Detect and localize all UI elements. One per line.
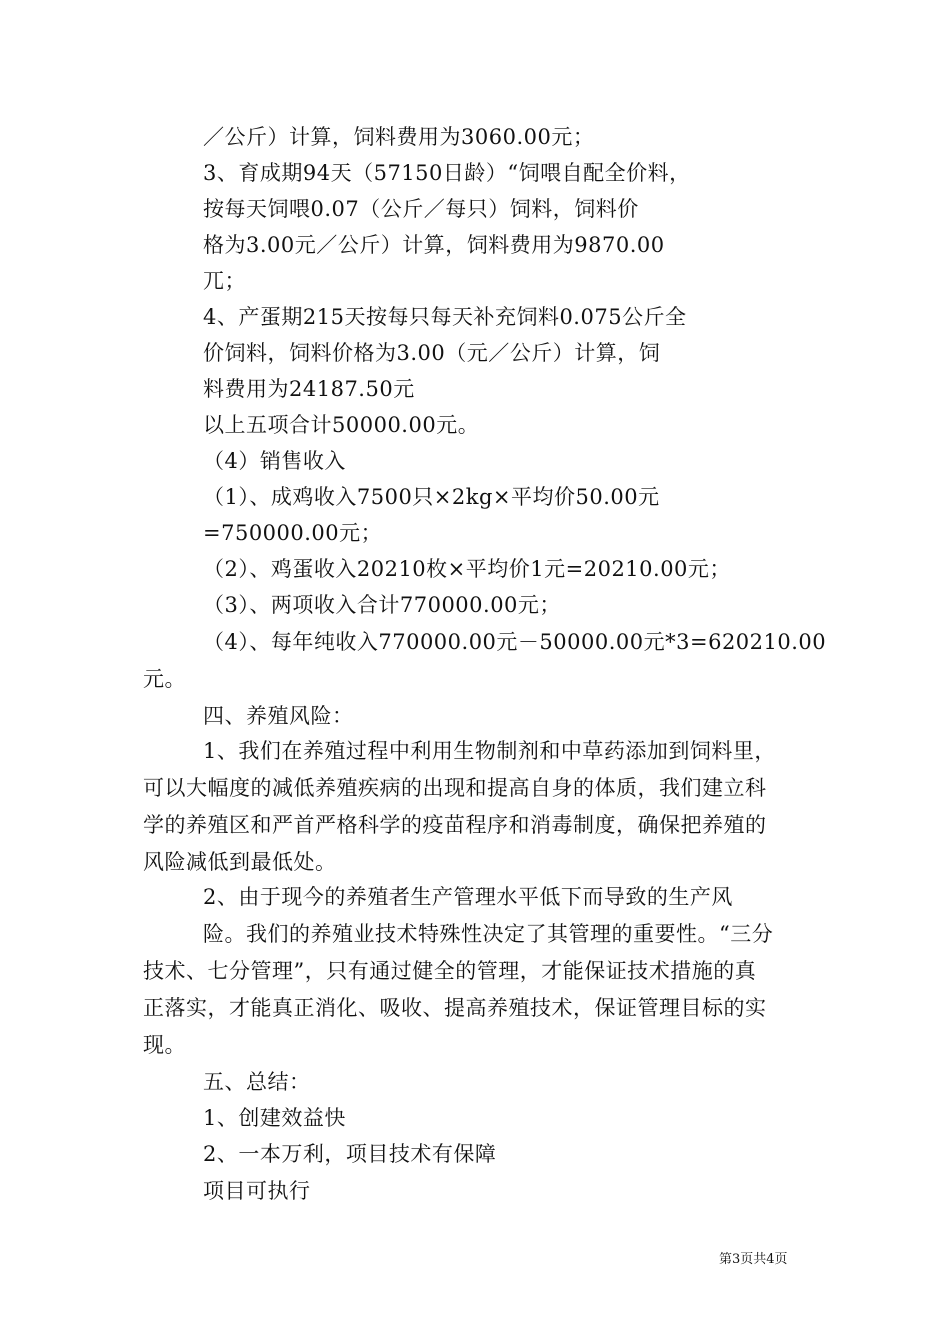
text-line: 技术、七分管理”，只有通过健全的管理，才能保证技术措施的真 — [143, 959, 757, 983]
section-heading: 四、养殖风险： — [203, 704, 354, 728]
text-line: 1、创建效益快 — [203, 1106, 346, 1130]
text-line: 兀； — [203, 269, 246, 293]
section-heading: 五、总结： — [203, 1070, 311, 1094]
text-line: =750000.00元； — [203, 521, 383, 545]
text-line: 按每天饲喂0.07（公斤／每只）饲料，饲料价 — [203, 197, 639, 221]
text-line: （2）、鸡蛋收入20210枚×平均价1元=20210.00元； — [203, 557, 731, 581]
text-line: 风险减低到最低处。 — [143, 850, 337, 874]
text-line: 格为3.00元／公斤）计算，饲料费用为9870.00 — [203, 233, 665, 257]
text-line: 1、我们在养殖过程中利用生物制剂和中草药添加到饲料里， — [203, 739, 776, 763]
text-line: 现。 — [143, 1033, 186, 1057]
text-line: ／公斤）计算，饲料费用为3060.00元； — [203, 125, 595, 149]
text-line: 可以大幅度的减低养殖疾病的出现和提高自身的体质，我们建立科 — [143, 776, 767, 800]
text-line: 以上五项合计50000.00元。 — [203, 413, 480, 437]
text-line: 险。我们的养殖业技术特殊性决定了其管理的重要性。“三分 — [203, 922, 774, 946]
text-line: 学的养殖区和严首严格科学的疫苗程序和消毒制度，确保把养殖的 — [143, 813, 767, 837]
text-line: 2、一本万利，项目技术有保障 — [203, 1142, 497, 1166]
text-line: （1）、成鸡收入7500只×2kg×平均价50.00元 — [203, 485, 660, 509]
text-line: 项目可执行 — [203, 1179, 311, 1203]
text-line: 价饲料，饲料价格为3.00（元／公斤）计算，饲 — [203, 341, 661, 365]
text-line: 3、育成期94天（57150日龄）“饲喂自配全价料， — [203, 161, 691, 185]
page-number: 第3页共4页 — [719, 1252, 788, 1267]
text-line: 4、产蛋期215天按每只每天补充饲料0.075公斤全 — [203, 305, 687, 329]
text-line: （3）、两项收入合计770000.00元； — [203, 593, 561, 617]
text-line: 2、由于现今的养殖者生产管理水平低下而导致的生产风 — [203, 885, 733, 909]
text-line: （4）销售收入 — [203, 449, 346, 473]
text-line: 料费用为24187.50元 — [203, 377, 415, 401]
text-line: （4）、每年纯收入770000.00元－50000.00元*3=620210.00 — [203, 630, 827, 654]
text-line: 正落实，才能真正消化、吸收、提高养殖技术，保证管理目标的实 — [143, 996, 767, 1020]
text-line: 元。 — [143, 667, 186, 691]
